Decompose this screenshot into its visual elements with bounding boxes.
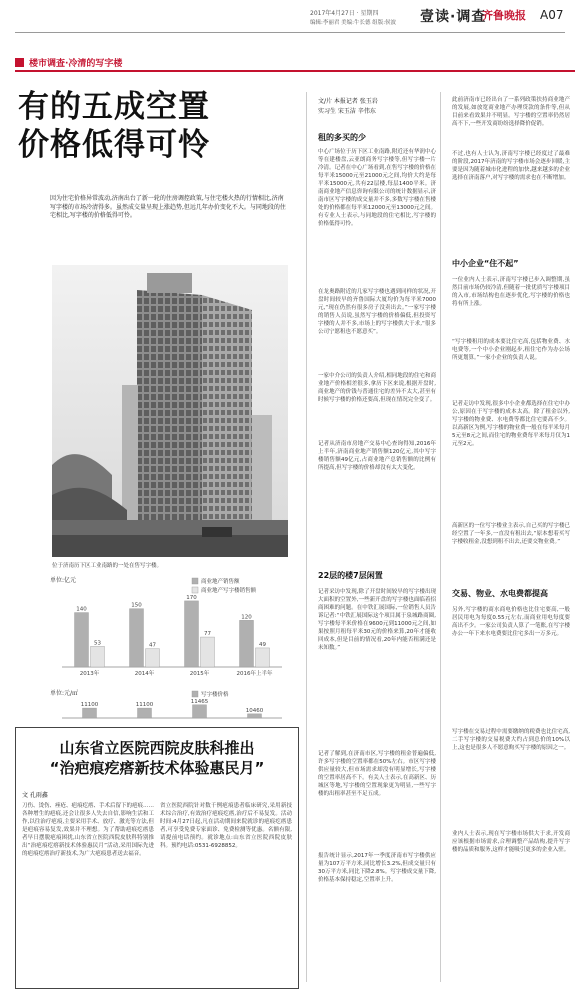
byline-reporters: 文/片 本报记者 张玉岩	[318, 98, 378, 105]
chart1-category-label: 2015年	[189, 671, 210, 677]
photo-caption: 位于济南历下区工业南路的一处在售写字楼。	[52, 563, 163, 569]
chart1-unit-label: 单位:亿元	[50, 577, 77, 584]
body-paragraph: 另外,写字楼的商水商电价格也比住宅要高,一般居民用电为每度0.55元左右,而商业用电每度要高出不少。一家公司负责人算了一笔账,在写字楼办公一年下来水电费要比住宅多出一万多元。	[452, 607, 570, 637]
chart1-bar	[185, 601, 199, 667]
chart1-bar	[240, 620, 254, 667]
price-bar-chart-svg	[50, 688, 290, 726]
body-paragraph: 此前济南市已经出台了一系列政策扶持商业地产的发展,如放宽商业地产办理贷款的条件等,但从目前来看效果并不明显。写字楼的空置率仍然居高不下,一些开发商纷纷选择降价促销。	[452, 97, 570, 127]
chart1-legend-label: 商业地产销售额	[201, 579, 240, 585]
chart1-value-label: 170	[186, 594, 197, 601]
chart1-category-label: 2014年	[134, 671, 155, 677]
body-paragraph: 一家中介公司的负责人介绍,相同地段的住宅和商业地产价格相差很多,拿历下区来说,根据开盘时,商业地产的价钱与普通住宅的差异不太大,甚至有时候写字楼的价格还要高,但现在情况完全变了。	[318, 373, 436, 403]
body-paragraph: 一位业内人士表示,济南写字楼已步入调整期,虽然目前市场仍较冷清,但随着一批优质写字楼项目的入市,市场结构也在逐步优化,写字楼的价格也将有所上涨。	[452, 277, 570, 307]
office-building-photo	[52, 265, 288, 557]
chart1-bar	[130, 609, 144, 667]
chart2-bar	[138, 708, 152, 718]
page-number: A07	[540, 8, 564, 22]
body-paragraph: 记者了解到,在济南市区,写字楼的租金普遍偏低,许多写字楼的空置率都在50%左右。市区写字楼供应量较大,但市场需求却没有明显增长,写字楼的空置率居高不下。有关人士表示,在高新区、历城区等地,写字楼的空置现象更为明显,一些写字楼的出租率甚至不足五成。	[318, 751, 436, 797]
chart1-legend-label: 商业地产写字楼销售额	[201, 588, 257, 594]
chart2-unit-label: 单位:元/㎡	[50, 690, 79, 697]
chart1-bar	[91, 646, 105, 667]
price-bar-chart	[50, 688, 290, 726]
body-paragraph: 记者从济南市房地产交易中心查询得知,2016年上半年,济南商业地产销售额120亿元,其中写字楼销售额49亿元,占商业地产总销售额的比例有所提高,但写字楼的价格却没有太大变化。	[318, 441, 436, 471]
body-paragraph: “写字楼租用的成本要比住宅高,包括物业费、水电费等,一个中小企业刚起步,租住宅作为办公场所更划算。”一家小企业的负责人说。	[452, 339, 570, 361]
chart1-value-label: 49	[259, 641, 266, 648]
body-paragraph: 不过,也有人士认为,济南写字楼已经度过了最难的阶段,2017年济南的写字楼市场会逐步回暖,主要是因为随着城市化进程的加快,越来越多的企业选择在济南落户,对写字楼的需求也在不断增加。	[452, 151, 570, 181]
editor-credits: 编辑:李丽君 美编:牛长德 组版:侯波	[310, 20, 397, 26]
sales-bar-chart	[50, 575, 290, 683]
subhead-fees: 交易、物业、水电费都提高	[452, 589, 548, 598]
lead-paragraph: 因为住宅价格异常波动,济南出台了新一轮的住房调控政策,与住宅楼火热的行情相比,济南写字楼的市场冷清得多。虽然成交量呈现上涨趋势,但远几年办价变化不大。与同地段的住宅相比,写字楼的价格低得可怜。	[50, 195, 286, 219]
chart2-bar	[83, 708, 97, 718]
subhead-vacant-floors: 22层的楼7层闲置	[318, 571, 383, 580]
section-bar	[15, 56, 575, 72]
chart1-legend-swatch	[192, 587, 198, 593]
chart1-value-label: 120	[241, 614, 252, 621]
ad-column-2: 省立医院西院针对数千例疤痕患者临床研究,采用新技术综合治疗,有效治疗疤痕疙瘩,治疗后不易复发。活动时间:4月27日起,凡在活动期间来院就诊的疤痕疙瘩患者,可享受免费专家面诊、免费检测等优惠。名额有限,请提前电话预约。就诊地点:山东省立医院西院皮肤科。预约电话:0531-6928852。	[160, 803, 292, 849]
chart2-bar	[248, 714, 262, 718]
byline-interns: 实习生 宋玉洁 辛伟东	[318, 108, 376, 115]
ad-title-line-1: 山东省立医院西院皮肤科推出	[59, 739, 255, 757]
headline-line-1: 有的五成空置	[18, 89, 210, 125]
body-paragraph: 记者采访中发现,除了开盘时间较早的写字楼出现大面积的空置外,一些新开盘的写字楼也面临着招商困难的问题。在中铁汇展国际,一位销售人员告诉记者:“中铁汇展国际这个项目属于泉城路商圈,写字楼每平米价格在9600元到11000元之间,如果按照月租每平米30元的价格来算,20年才能收回成本,但是目前的情况看,20年内能否租满还是未知数。”	[318, 589, 436, 651]
chart2-value-label: 11465	[190, 698, 209, 705]
body-paragraph: 高新区的一位写字楼业主表示,自己买的写字楼已经空置了一年多,一直没有租出去,“原本想着买写字楼收租金,没想到租不出去,还要交物业费。”	[452, 523, 570, 545]
office-building-illustration	[52, 265, 288, 557]
byline	[318, 97, 378, 117]
chart2-value-label: 11100	[135, 702, 154, 709]
chart1-bar	[201, 637, 215, 667]
chart2-value-label: 10460	[245, 707, 264, 714]
chart2-value-label: 11100	[80, 702, 99, 709]
chart1-value-label: 53	[94, 640, 101, 647]
chart1-value-label: 77	[204, 631, 211, 638]
chart1-category-label: 2016年上半年	[236, 671, 273, 677]
chart1-value-label: 150	[131, 602, 142, 609]
body-paragraph: 写字楼在交易过程中需要缴纳的税费也比住宅高,二手写字楼的交易税费大约占到总价的10%以上,这也是很多人不愿意购买写字楼的原因之一。	[452, 729, 570, 751]
body-paragraph: 报告统计显示,2017年一季度济南市写字楼供应量为107万平方米,同比增长3.2%,但成交量只有30万平方米,同比下降2.8%。写字楼成交量下降,价格基本保持稳定,空置率上升。	[318, 853, 436, 883]
body-paragraph: 中心广场位于历下区工业南路,附近还有华润中心等在建楼盘,云亚朗商务写字楼等,但写字楼一片冷清。记者在中心广场看到,在售写字楼的价格在每平米15000元至21000元之间,均价大约是每平米15000元,共有22层楼,每层1400平米。济南商业地产信息咨询有限公司的统计数据显示,济南市区写字楼的成交量并不多,多数写字楼在售楼处的价格都在每平米12000元至13000元之间。有专业人士表示,与同地段的住宅相比,写字楼的价格低得可怜。	[318, 149, 436, 227]
ad-title-line-2: “治疤痕疙瘩新技术体验惠民月”	[49, 759, 265, 777]
sales-bar-chart-svg	[50, 575, 290, 683]
column-divider	[440, 92, 441, 982]
body-paragraph: 记者走访中发现,很多中小企业都选择在住宅中办公,原因在于写字楼的成本太高。除了租金以外,写字楼的物业费、水电费等都比住宅要高不少。以高新区为例,写字楼的物业费一般在每平米每月5元至8元之间,而住宅的物业费每平米每月仅为1元至2元。	[452, 401, 570, 447]
chart2-bar	[193, 705, 207, 718]
headline-line-2: 价格低得可怜	[18, 127, 210, 163]
chart1-bar	[146, 649, 160, 667]
headline	[18, 88, 298, 164]
body-paragraph: 业内人士表示,现在写字楼市场供大于求,开发商应该根据市场需求,合理调整产品结构,提升写字楼的品质和服务,这样才能吸引更多的企业入驻。	[452, 831, 570, 853]
section-title: 壹读·调查	[420, 9, 487, 25]
chart1-value-label: 140	[76, 606, 87, 613]
chart2-legend-label: 写字楼价格	[201, 692, 229, 698]
chart1-bar	[256, 648, 270, 667]
section-square-icon	[15, 58, 24, 67]
newspaper-logo: 齐鲁晚报	[482, 9, 526, 22]
body-paragraph: 在龙奥路附近的几家写字楼也遇到同样的状况,开盘时间较早的齐鲁国际大厦均价为每平米7000元,“现在仍然有很多房子没卖出去。”一家写字楼的销售人员说,虽然写字楼的价格偏低,但投资写字楼的人并不多,市场上的写字楼供大于求,“很多公司宁愿租也不愿意买”。	[318, 289, 436, 335]
column-divider	[306, 92, 307, 982]
subhead-small-business: 中小企业“住不起”	[452, 259, 519, 268]
section-label: 楼市调查·冷清的写字楼	[29, 59, 123, 69]
subhead-rent-vs-buy: 租的多买的少	[318, 133, 366, 142]
header-rule	[15, 32, 565, 33]
ad-column-1: 刀伤、烫伤、痤疮、疤痕疙瘩、手术后留下的疤痕……各种增生的疤痕,还会让很多人失去自信,影响生活和工作,以往治疗疤痕,主要采用手术、放疗、激光等方法,但是疤痕容易复发,效果并不理想。为了帮助疤痕疙瘩患者早日摆脱疤痕困扰,山东省立医院西院皮肤科特别推出“治疤痕疙瘩新技术体验惠民月”活动,采用国际先进的疤痕疙瘩治疗新技术,为广大疤痕患者送去福音。	[22, 803, 154, 857]
chart1-bar	[75, 613, 89, 667]
chart1-value-label: 47	[149, 642, 156, 649]
issue-date: 2017年4月27日 · 星期四	[310, 10, 379, 17]
chart1-legend-swatch	[192, 578, 198, 584]
ad-byline: 文 孔雨鑫	[22, 792, 48, 799]
chart2-legend-swatch	[192, 691, 198, 697]
chart1-category-label: 2013年	[79, 671, 100, 677]
